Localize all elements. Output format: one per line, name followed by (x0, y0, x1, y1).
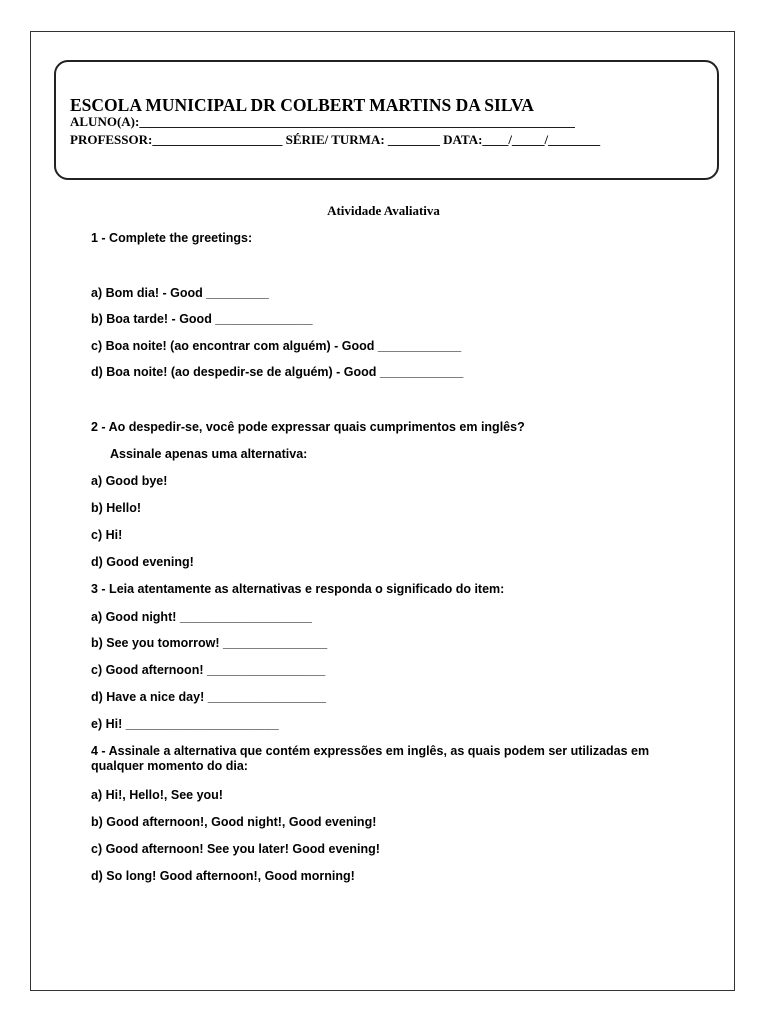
worksheet-page (30, 31, 735, 991)
question-4-option-d: d) So long! Good afternoon!, Good morning! (91, 869, 355, 883)
question-3-item-e: e) Hi! ______________________ (91, 717, 279, 731)
question-3-item-d: d) Have a nice day! _________________ (91, 690, 326, 704)
student-name-line: ALUNO(A):___________________________________________________________________ (70, 114, 575, 129)
question-1-item-c: c) Boa noite! (ao encontrar com alguém) - Good ____________ (91, 339, 462, 353)
question-3-item-b: b) See you tomorrow! _______________ (91, 636, 328, 650)
header-box (54, 60, 719, 180)
question-2-option-d: d) Good evening! (91, 555, 194, 569)
teacher-class-date-line: PROFESSOR:____________________ SÉRIE/ TURMA: ________ DATA:____/_____/________ (70, 132, 601, 147)
question-4-option-a: a) Hi!, Hello!, See you! (91, 788, 223, 802)
question-1-item-d: d) Boa noite! (ao despedir-se de alguém) - Good ____________ (91, 365, 464, 379)
question-1-item-a: a) Bom dia! - Good _________ (91, 286, 269, 300)
question-2-prompt: 2 - Ao despedir-se, você pode expressar quais cumprimentos em inglês? (91, 420, 525, 434)
school-name: ESCOLA MUNICIPAL DR COLBERT MARTINS DA SILVA (70, 95, 534, 115)
question-3-prompt: 3 - Leia atentamente as alternativas e responda o significado do item: (91, 582, 505, 596)
question-3-item-a: a) Good night! ___________________ (91, 610, 312, 624)
question-2-option-b: b) Hello! (91, 501, 141, 515)
question-2-option-a: a) Good bye! (91, 474, 168, 488)
question-4-option-c: c) Good afternoon! See you later! Good evening! (91, 842, 380, 856)
question-2-option-c: c) Hi! (91, 528, 123, 542)
question-2-instruction: Assinale apenas uma alternativa: (110, 447, 308, 461)
question-4-prompt: 4 - Assinale a alternativa que contém expressões em inglês, as quais podem ser utilizadas em qualquer momento do dia: (91, 744, 650, 773)
question-1-item-b: b) Boa tarde! - Good ______________ (91, 312, 313, 326)
page-title: Atividade Avaliativa (327, 203, 440, 218)
question-4-option-b: b) Good afternoon!, Good night!, Good evening! (91, 815, 377, 829)
question-3-item-c: c) Good afternoon! _________________ (91, 663, 326, 677)
question-1-prompt: 1 - Complete the greetings: (91, 231, 253, 245)
